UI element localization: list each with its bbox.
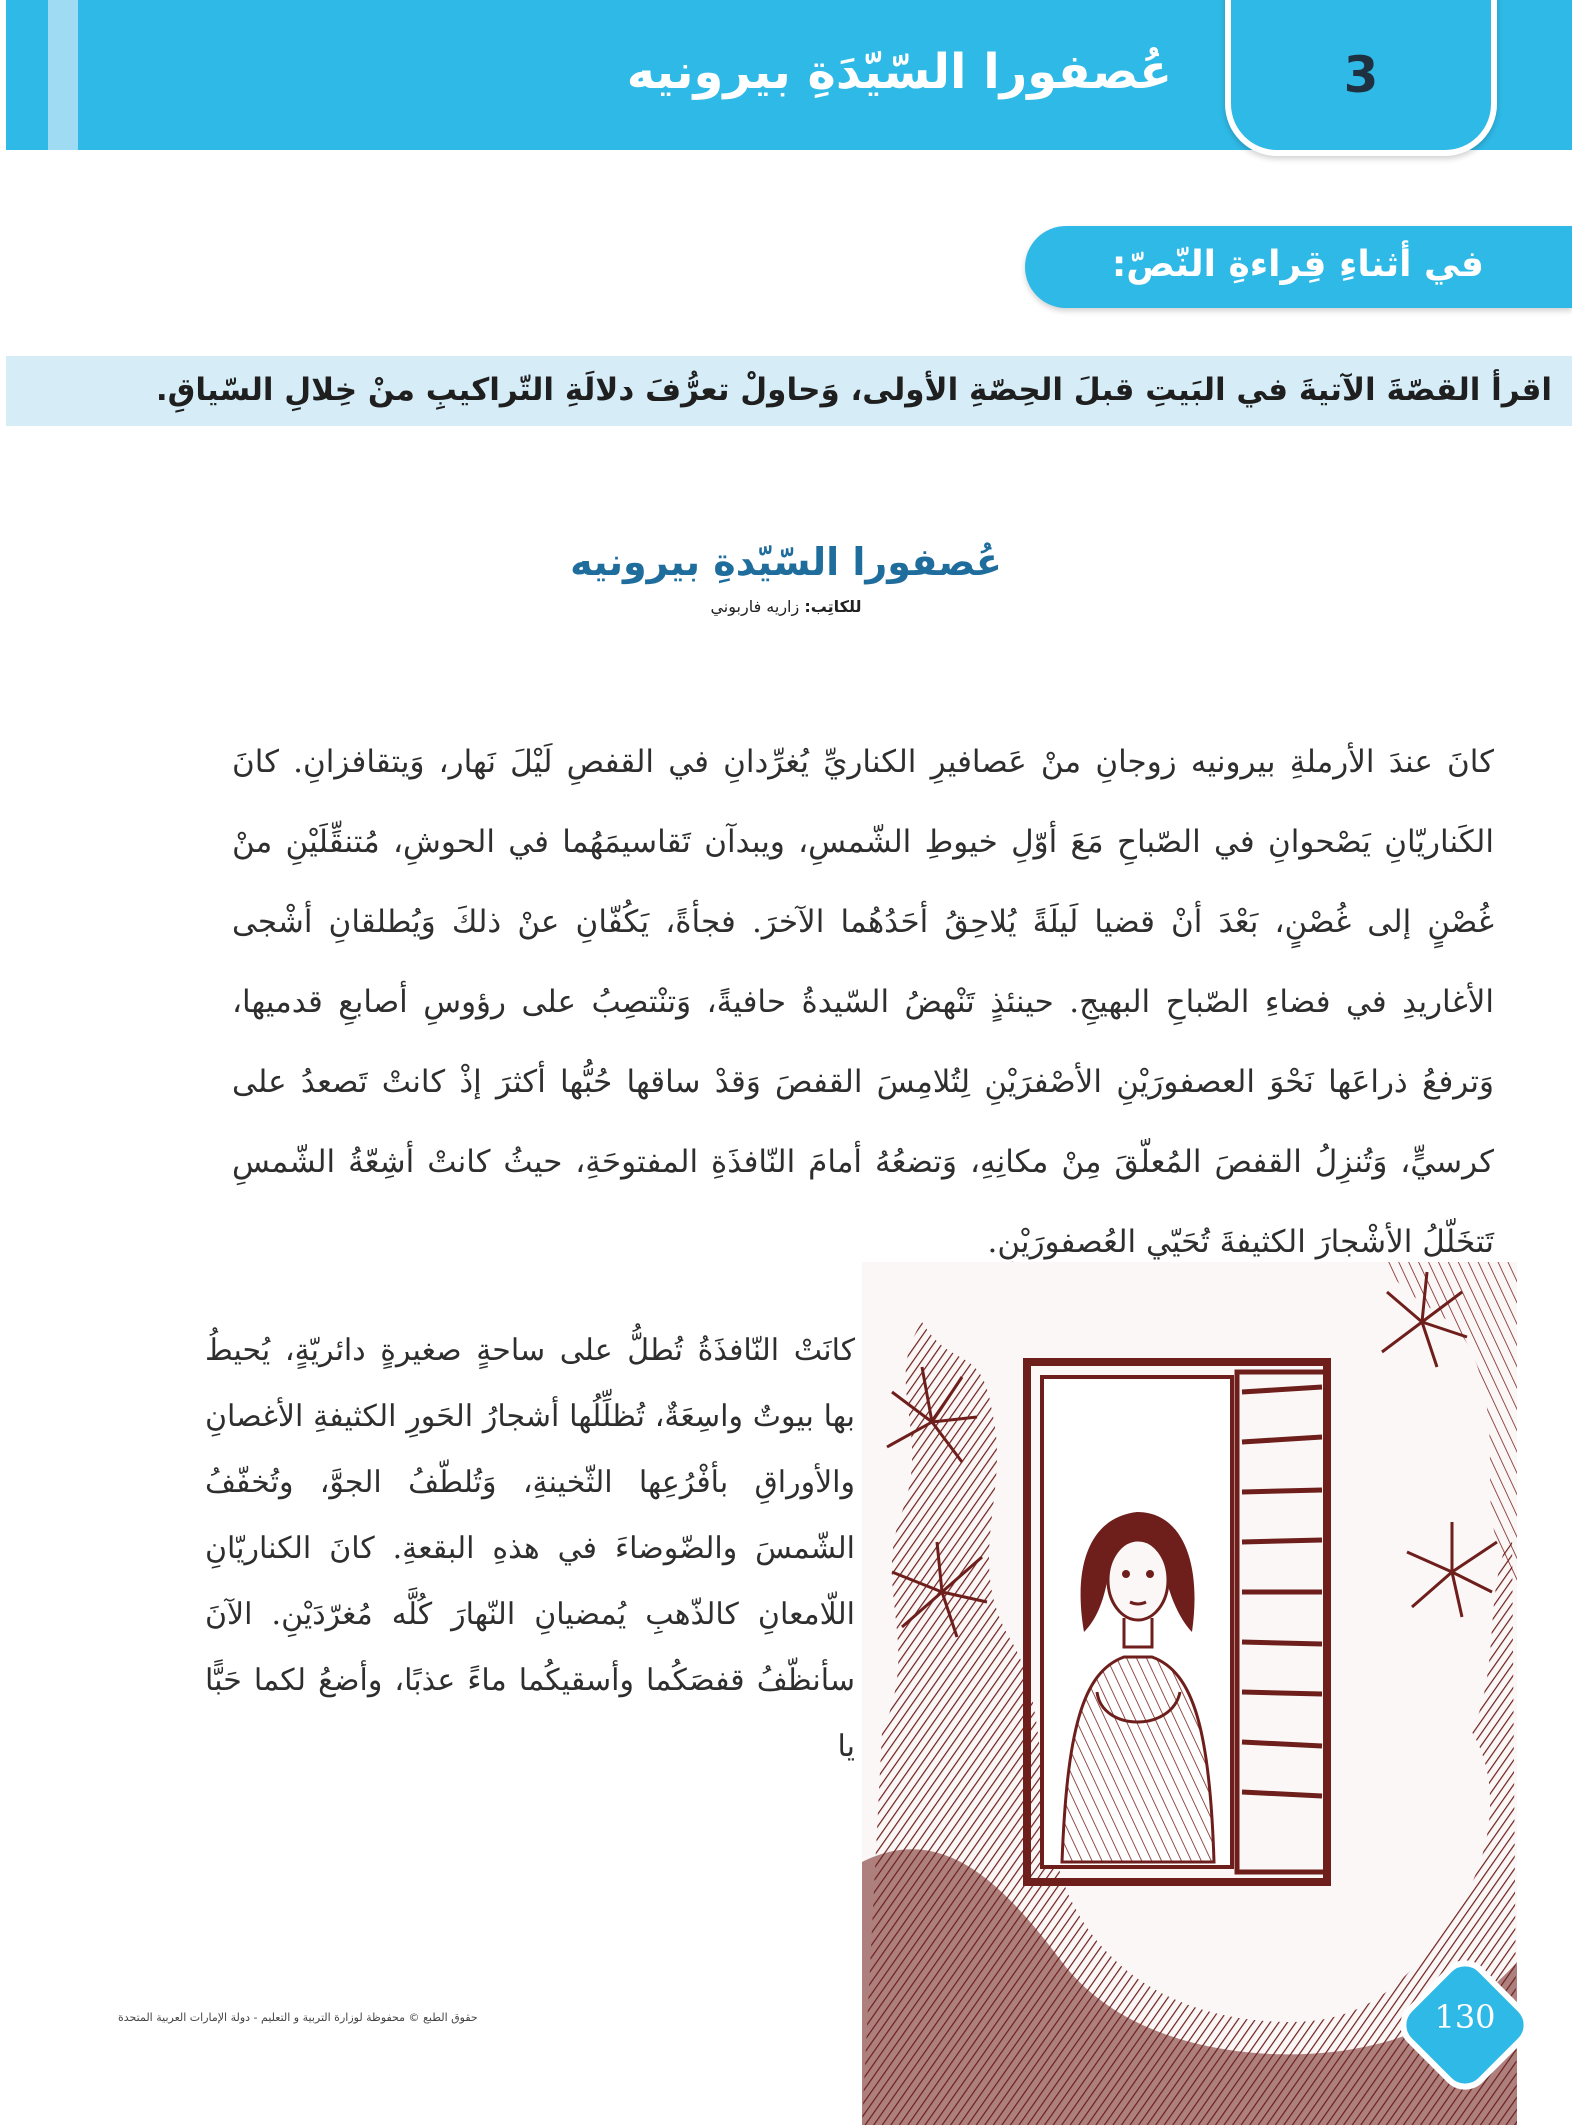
page-number: 130	[1434, 1998, 1496, 2036]
copyright-notice: حقوق الطبع © محفوظة لوزارة التربية و التعليم - دولة الإمارات العربية المتحدة	[118, 2011, 478, 2024]
section-heading-pill	[1025, 226, 1572, 308]
instruction-text: اقرأ القصّةَ الآتيةَ في البَيتِ قبلَ الحِصّةِ الأولى، وَحاولْ تعرُّفَ دلالَةِ التّراكيبِ منْ خِلالِ السّياقِ.	[155, 372, 1552, 408]
chapter-tab	[1225, 0, 1497, 156]
header-stripe	[48, 0, 78, 150]
story-paragraph-2: كانَتْ النّافذَةُ تُطلُّ على ساحةٍ صغيرةٍ دائريّةٍ، يُحيطُ بها بيوتٌ واسِعَةٌ، تُظلِّلُها أشجارُ الحَورِ الكثيفةِ الأغصانِ والأوراقِ بأفْرُعِها الثّخينةِ، وَتُلطّفُ الجوَّ، وتُخفّفُ الشّمسَ والضّوضاءَ في هذهِ البقعةِ. كانَ الكناريّانِ اللّامعانِ كالذّهبِ يُمضيانِ النّهارَ كُلَّه مُغرّدَيْنِ. الآنَ سأنظّفُ قفصَكُما وأسقيكُما ماءً عذبًا، وأضعُ لكما حَبًّا يا	[205, 1333, 855, 1764]
chapter-number: 3	[1343, 46, 1379, 104]
story-paragraph-1: كانَ عندَ الأرملةِ بيرونيه زوجانِ منْ عَصافيرِ الكناريِّ يُغرِّدانِ في القفصِ لَيْلَ نَهار، وَيتقافزانِ. كانَ الكَناريّانِ يَصْحوانِ في الصّباحِ مَعَ أوّلِ خيوطِ الشّمسِ، ويبدآن تَقاسيمَهُما في الحوشِ، مُتنقِّلَيْنِ منْ غُصْنٍ إلى غُصْنٍ، بَعْدَ أنْ قضيا لَيلَةً يُلاحِقُ أحَدُهُما الآخرَ. فجأةً، يَكُفّانِ عنْ ذلكَ وَيُطلقانِ أشْجى الأغاريدِ في فضاءِ الصّباحِ البهيجِ. حينئذٍ تَنْهضُ السّيدةُ حافيةً، وَتنْتصِبُ على رؤوسِ أصابعِ قدميها، وَترفعُ ذراعَها نَحْوَ العصفورَيْنِ الأصْفرَيْنِ لِتُلامِسَ القفصَ وَقدْ ساقها حُبُّها أكثرَ إذْ كانتْ تَصعدُ على كرسيٍّ، وَتُنزِلُ القفصَ المُعلّقَ مِنْ مكانِهِ، وَتضعُهُ أمامَ النّافذَةِ المفتوحَةِ، حيثُ كانتْ أشِعّةُ الشّمسِ تَتخَلّلُ الأشْجارَ الكثيفةَ تُحَيّي العُصفورَيْنِ.	[232, 744, 1494, 1260]
story-author	[0, 597, 1572, 616]
author-name: زاريه فاربوني	[710, 597, 800, 616]
section-heading: في أثناءِ قِراءةِ النّصّ:	[1111, 244, 1484, 285]
story-title: عُصفورا السّيّدةِ بيرونيه	[570, 540, 1002, 584]
author-label: للكاتِب:	[804, 597, 862, 616]
lesson-title: عُصفورا السّيّدَةِ بيرونيه	[626, 44, 1172, 100]
